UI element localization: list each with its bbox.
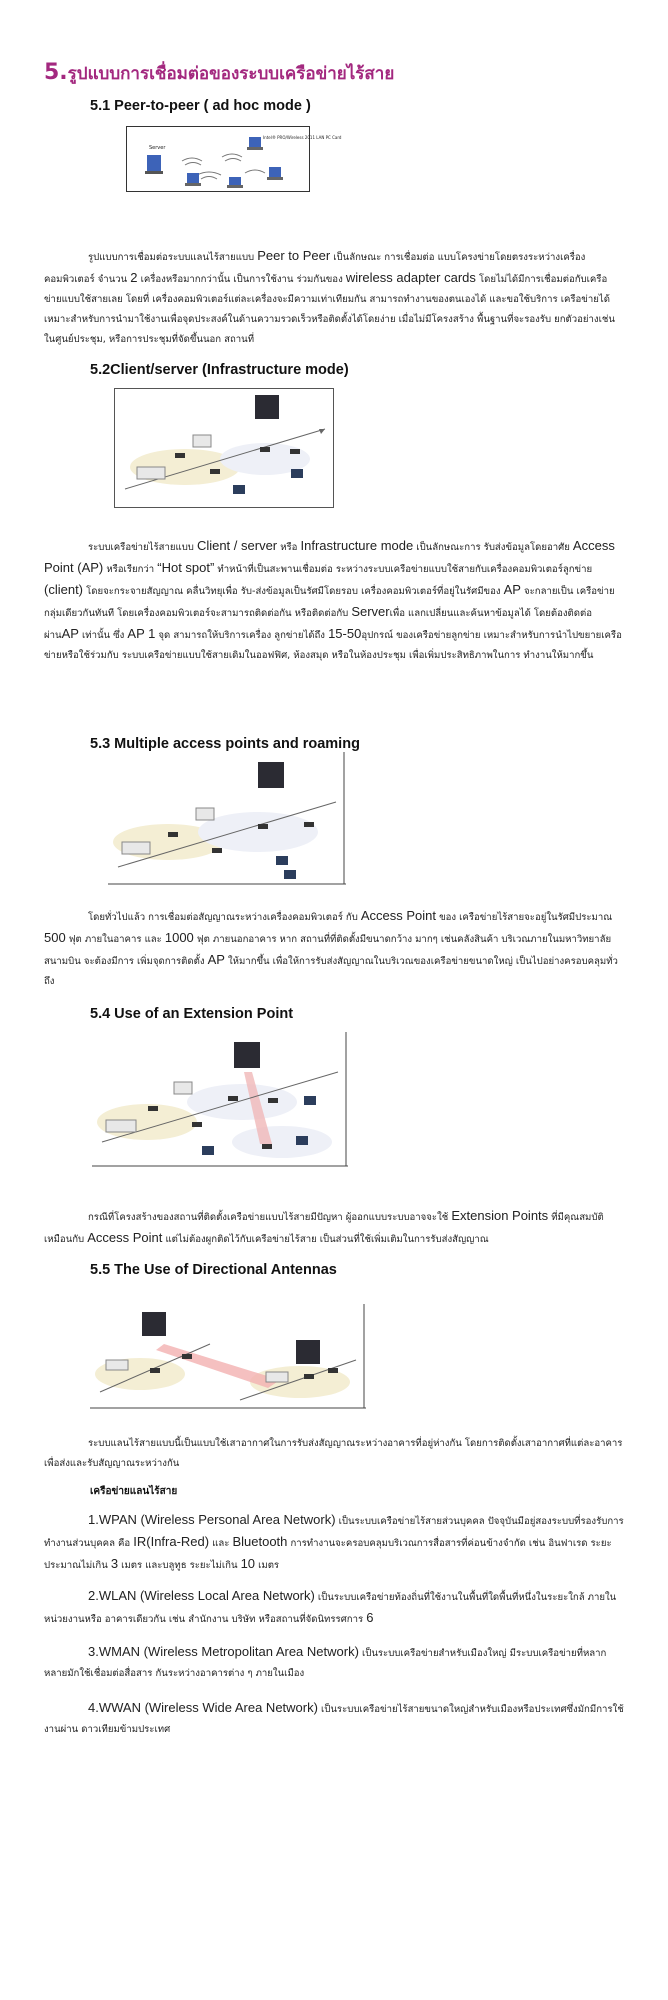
text-en: AP: [503, 582, 521, 597]
text-en: Access Point: [360, 908, 437, 923]
heading-5-3: 5.3 Multiple access points and roaming: [90, 736, 360, 752]
text-en: 3: [110, 1556, 119, 1571]
figure-extension-point: [92, 1032, 348, 1168]
label-card: Intel® PRO/Wireless 2011 LAN PC Card: [263, 135, 342, 140]
text: เป็นระบบเครือข่ายไร้สายขนาดใหญ่สำหรับเมืองหรือประเทศซึ่งมักมีการใช้งานผ่าน ดาวเทียมข้ามประเทศ: [44, 1704, 624, 1735]
text-en: wireless adapter cards: [345, 270, 476, 285]
text: เพื่อ แลกเปลี่ยนและค้นหาข้อมูลได้ โดยต้องติดต่อผ่าน: [44, 608, 592, 641]
text-en: (client): [44, 582, 84, 597]
label-server: Server: [149, 145, 166, 151]
heading-5-4: 5.4 Use of an Extension Point: [90, 1006, 294, 1022]
text-en: AP: [61, 626, 79, 641]
text-en: Client / server: [196, 538, 278, 553]
text-en: 2: [130, 270, 138, 285]
text: เมตร และบลูทูธ ระยะไม่เกิน: [121, 1560, 238, 1571]
text: ที่มีคุณสมบัติเหมือนกับ: [44, 1212, 604, 1245]
text: รูปแบบการเชื่อมต่อระบบแลนไร้สายแบบ: [88, 252, 255, 263]
text-en: Extension Points: [451, 1208, 549, 1223]
text: จะกลายเป็น เครือข่ายกลุ่มเดียวกันทันที โดยเครื่องคอมพิวเตอร์จะสามารถติดต่อกัน หรือติดต่อกับ: [44, 586, 615, 619]
text: หรือเรียกว่า: [106, 564, 155, 575]
text: ให้มากขึ้น เพื่อให้การรับส่งสัญญาณในบริเวณของเครือข่ายขนาดใหญ่ เป็นไปอย่างครอบคลุมทั่วถึง: [44, 956, 618, 987]
heading-5-1: 5.1 Peer-to-peer ( ad hoc mode ): [90, 98, 311, 114]
paragraph-5-3: [44, 906, 624, 992]
text: อุปกรณ์ ของเครือข่ายลูกข่าย เหมาะสำหรับการนำไปขยายเครือข่ายหรือใช้ร่วมกับ ระบบเครือข่ายแบบใช้สายเดิมในออฟฟิศ, ห้องสมุด หรือในห้องประชุม เพื่อเพิ่มประสิทธิภาพในการ ทำงานให้มากขึ้น: [44, 630, 622, 661]
text-en: Access Point (AP): [44, 538, 615, 575]
text: เป็นระบบเครือข่ายสำหรับเมืองใหญ่ มีระบบเครือข่ายที่หลากหลายมักใช้เชื่อมต่อสื่อสาร กันระหว่างอาคารต่าง ๆ ภายในเมือง: [44, 1648, 607, 1679]
text-en: IR(Infra-Red): [133, 1534, 210, 1549]
text: เป็นระบบเครือข่ายท้องถิ่นที่ใช้งานในพื้นที่ใดพื้นที่หนึ่งในระยะใกล้ ภายในหน่วยงานหรือ อาคารเดียวกัน เช่น สำนักงาน บริษัท หรือสถานที่จัดนิทรรศการ: [44, 1592, 617, 1625]
text: หรือ: [280, 542, 298, 553]
text-en: 1.WPAN (Wireless Personal Area Network): [88, 1512, 336, 1527]
text-en: Bluetooth: [232, 1534, 288, 1549]
paragraph-5-5: [44, 1434, 624, 1474]
text: ฟุต ภายนอกอาคาร หาก สถานที่ที่ติดตั้งมีขนาดกว้าง มากๆ เช่นคลังสินค้า บริเวณภายในมหาวิทยาลัย สนามบิน จะต้องมีการ เพิ่มจุดการติดตั้ง: [44, 934, 612, 967]
text-en: 1000: [164, 930, 194, 945]
figure-peer-to-peer: [126, 126, 342, 192]
text-en: AP: [207, 952, 225, 967]
text: กรณีที่โครงสร้างของสถานที่ติดตั้งเครือข่ายแบบไร้สายมีปัญหา ผู้ออกแบบระบบอาจจะใช้: [88, 1212, 449, 1223]
text-en: Server: [351, 604, 390, 619]
heading-5-2: 5.2Client/server (Infrastructure mode): [90, 362, 349, 378]
text: เป็นระบบเครือข่ายไร้สายส่วนบุคคล ปัจจุบันมีอยู่สองระบบที่รองรับการทำงานส่วนบุคคล คือ: [44, 1516, 624, 1549]
text-en: AP 1: [127, 626, 156, 641]
text-en: 2.WLAN (Wireless Local Area Network): [88, 1588, 315, 1603]
text: โดยจะกระจายสัญญาณ คลื่นวิทยุเพื่อ รับ-ส่งข้อมูลเป็นรัศมีโดยรอบ เครื่องคอมพิวเตอร์ที่อยู่ในรัศมีของ: [86, 586, 501, 597]
text: เท่านั้น ซึ่ง: [81, 630, 125, 641]
text: โดยไม่ได้มีการเชื่อมต่อกับเครือข่ายแบบใช้สายเลย โดยที่ เครื่องคอมพิวเตอร์แต่ละเครื่องจะมีความเท่าเทียมกัน สามารถทำงานของตนเองได้ และขอใช้บริการ เครือข่ายได้ เหมาะสำหรับการนำมาใช้งานเพื่อจุดประสงค์ในด้านความรวดเร็วหรือติดตั้งได้โดยง่าย เมื่อไม่มีโครงสร้าง พื้นฐานที่จะรองรับ ยกตัวอย่างเช่น ในศูนย์ประชุม, หรือการประชุมที่จัดขึ้นนอก สถานที่: [44, 274, 615, 345]
text: การทำงานจะครอบคลุมบริเวณการสื่อสารที่ค่อนข้างจำกัด เช่น อินฟาเรด ระยะประมาณไม่เกิน: [44, 1538, 612, 1571]
text: เป็นลักษณะ การเชื่อมต่อ แบบโครงข่ายโดยตรงระหว่างเครื่องคอมพิวเตอร์ จำนวน: [44, 252, 586, 285]
text: และ: [212, 1538, 230, 1549]
text-en: 3.WMAN (Wireless Metropolitan Area Network): [88, 1644, 359, 1659]
text: ระบบแลนไร้สายแบบนี้เป็นแบบใช้เสาอากาศในการรับส่งสัญญาณระหว่างอาคารที่อยู่ห่างกัน โดยการติดตั้งเสาอากาศที่แต่ละอาคาร เพื่อส่งและรับสัญญาณระหว่างกัน: [44, 1438, 623, 1469]
text-en: 15-50: [328, 626, 362, 641]
paragraph-5-1: [44, 246, 624, 350]
text: ระบบเครือข่ายไร้สายแบบ: [88, 542, 194, 553]
figure-infrastructure: [114, 388, 334, 508]
text-en: 6: [366, 1610, 374, 1625]
title-text: รูปแบบการเชื่อมต่อของระบบเครือข่ายไร้สาย: [67, 64, 395, 84]
text-en: Access Point: [87, 1230, 163, 1245]
paragraph-wwan: [44, 1698, 624, 1740]
page-title: [44, 60, 394, 87]
paragraph-5-2: [44, 536, 624, 666]
text: แต่ไม่ต้องผูกติดไว้กับเครือข่ายไร้สาย เป็นส่วนที่ใช้เพิ่มเติมในการรับส่งสัญญาณ: [165, 1234, 489, 1245]
text: เมตร: [258, 1560, 280, 1571]
text: ฟุต ภายในอาคาร และ: [68, 934, 162, 945]
text-en: “Hot spot”: [157, 560, 215, 575]
text: เป็นลักษณะการ รับส่งข้อมูลโดยอาศัย: [416, 542, 570, 553]
title-number: 5.: [44, 60, 68, 85]
text-en: 4.WWAN (Wireless Wide Area Network): [88, 1700, 318, 1715]
text-en: Peer to Peer: [257, 248, 331, 263]
text: ทำหน้าที่เป็นสะพานเชื่อมต่อ ระหว่างระบบเครือข่ายแบบใช้สายกับเครื่องคอมพิวเตอร์ลูกข่าย: [217, 564, 593, 575]
text-en: 500: [44, 930, 66, 945]
text-en: Infrastructure mode: [300, 538, 414, 553]
text: โดยทั่วไปแล้ว การเชื่อมต่อสัญญาณระหว่างเครื่องคอมพิวเตอร์ กับ: [88, 912, 358, 923]
figure-directional-antennas: [90, 1304, 366, 1410]
paragraph-wpan: [44, 1510, 624, 1576]
text: ของ เครือข่ายไร้สายจะอยู่ในรัศมีประมาณ: [439, 912, 613, 923]
text: จุด สามารถให้บริการเครื่อง ลูกข่ายได้ถึง: [158, 630, 325, 641]
text: เครื่องหรือมากกว่านั้น เป็นการใช้งาน ร่วมกันของ: [140, 274, 343, 285]
networks-heading: เครือข่ายแลนไร้สาย: [90, 1486, 178, 1497]
heading-5-5: 5.5 The Use of Directional Antennas: [90, 1262, 337, 1278]
paragraph-wman: [44, 1642, 624, 1684]
text-en: 10: [240, 1556, 256, 1571]
paragraph-wlan: [44, 1586, 624, 1630]
figure-multiple-access-points: [108, 752, 346, 886]
paragraph-5-4: [44, 1206, 624, 1250]
